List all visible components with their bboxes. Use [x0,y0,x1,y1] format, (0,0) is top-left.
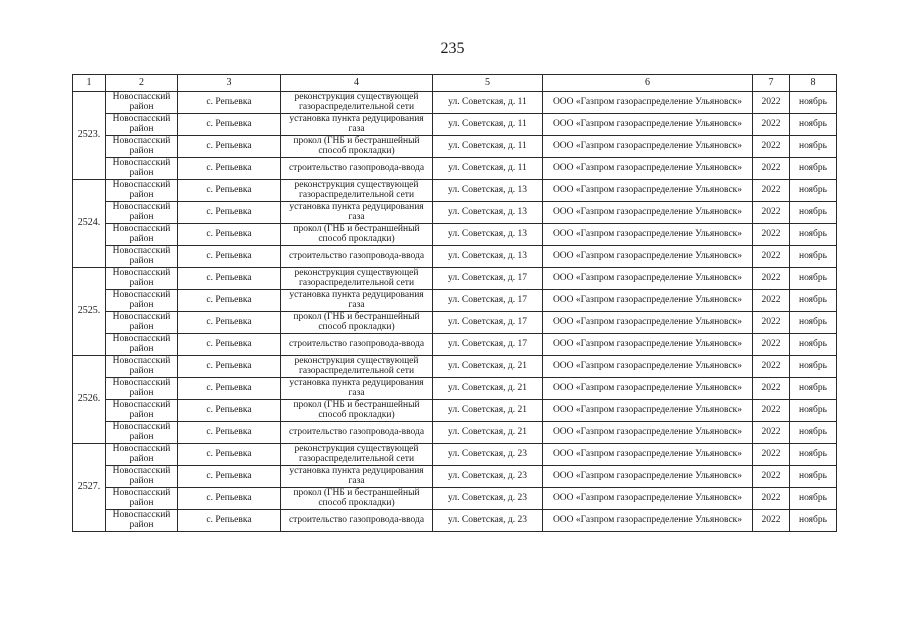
work-type-cell: строительство газопровода-ввода [281,158,433,180]
month-cell: ноябрь [790,510,837,532]
organization-cell: ООО «Газпром газораспределение Ульяновск» [543,136,753,158]
work-type-cell: прокол (ГНБ и бестраншейный способ прокладки) [281,400,433,422]
page-number: 235 [440,40,465,57]
table-row [73,158,837,180]
address-cell: ул. Советская, д. 23 [433,466,543,488]
year-cell: 2022 [753,312,790,334]
organization-cell: ООО «Газпром газораспределение Ульяновск» [543,92,753,114]
district-cell: Новоспасский район [106,114,178,136]
month-cell: ноябрь [790,290,837,312]
work-type-cell: прокол (ГНБ и бестраншейный способ прокладки) [281,136,433,158]
table-row [73,312,837,334]
locality-cell: с. Репьевка [178,180,281,202]
table-row [73,136,837,158]
address-cell: ул. Советская, д. 11 [433,92,543,114]
organization-cell: ООО «Газпром газораспределение Ульяновск» [543,334,753,356]
column-header-6: 6 [543,75,753,92]
table-row [73,488,837,510]
organization-cell: ООО «Газпром газораспределение Ульяновск» [543,180,753,202]
entry-number-cell: 2523. [73,92,106,180]
locality-cell: с. Репьевка [178,114,281,136]
entry-number-cell: 2526. [73,356,106,444]
district-cell: Новоспасский район [106,378,178,400]
entry-number-cell: 2525. [73,268,106,356]
organization-cell: ООО «Газпром газораспределение Ульяновск» [543,466,753,488]
work-type-cell: установка пункта редуцирования газа [281,378,433,400]
district-cell: Новоспасский район [106,246,178,268]
locality-cell: с. Репьевка [178,158,281,180]
work-type-cell: установка пункта редуцирования газа [281,466,433,488]
address-cell: ул. Советская, д. 17 [433,290,543,312]
work-type-cell: реконструкция существующей газораспределительной сети [281,92,433,114]
month-cell: ноябрь [790,400,837,422]
year-cell: 2022 [753,290,790,312]
month-cell: ноябрь [790,268,837,290]
year-cell: 2022 [753,202,790,224]
locality-cell: с. Репьевка [178,202,281,224]
table-row [73,444,837,466]
table-row [73,510,837,532]
district-cell: Новоспасский район [106,422,178,444]
table-body [73,92,837,532]
address-cell: ул. Советская, д. 21 [433,378,543,400]
table-row [73,400,837,422]
column-header-7: 7 [753,75,790,92]
organization-cell: ООО «Газпром газораспределение Ульяновск» [543,356,753,378]
table-row [73,114,837,136]
organization-cell: ООО «Газпром газораспределение Ульяновск» [543,158,753,180]
header-row [73,75,837,92]
year-cell: 2022 [753,378,790,400]
table-row [73,246,837,268]
organization-cell: ООО «Газпром газораспределение Ульяновск» [543,422,753,444]
year-cell: 2022 [753,92,790,114]
district-cell: Новоспасский район [106,466,178,488]
year-cell: 2022 [753,422,790,444]
table-row [73,268,837,290]
locality-cell: с. Репьевка [178,312,281,334]
month-cell: ноябрь [790,158,837,180]
month-cell: ноябрь [790,444,837,466]
year-cell: 2022 [753,356,790,378]
district-cell: Новоспасский район [106,268,178,290]
table-row [73,202,837,224]
address-cell: ул. Советская, д. 21 [433,356,543,378]
table-row [73,356,837,378]
month-cell: ноябрь [790,92,837,114]
column-header-3: 3 [178,75,281,92]
work-type-cell: строительство газопровода-ввода [281,422,433,444]
month-cell: ноябрь [790,224,837,246]
district-cell: Новоспасский район [106,202,178,224]
year-cell: 2022 [753,466,790,488]
work-type-cell: реконструкция существующей газораспределительной сети [281,180,433,202]
address-cell: ул. Советская, д. 23 [433,510,543,532]
address-cell: ул. Советская, д. 21 [433,400,543,422]
work-type-cell: строительство газопровода-ввода [281,510,433,532]
year-cell: 2022 [753,180,790,202]
table-row [73,334,837,356]
district-cell: Новоспасский район [106,290,178,312]
month-cell: ноябрь [790,356,837,378]
work-type-cell: реконструкция существующей газораспределительной сети [281,268,433,290]
work-type-cell: прокол (ГНБ и бестраншейный способ прокладки) [281,488,433,510]
address-cell: ул. Советская, д. 23 [433,488,543,510]
table-row [73,180,837,202]
year-cell: 2022 [753,224,790,246]
entry-number-cell: 2524. [73,180,106,268]
address-cell: ул. Советская, д. 13 [433,202,543,224]
work-type-cell: строительство газопровода-ввода [281,246,433,268]
district-cell: Новоспасский район [106,356,178,378]
table-row [73,466,837,488]
organization-cell: ООО «Газпром газораспределение Ульяновск» [543,510,753,532]
address-cell: ул. Советская, д. 13 [433,246,543,268]
address-cell: ул. Советская, д. 11 [433,136,543,158]
organization-cell: ООО «Газпром газораспределение Ульяновск» [543,378,753,400]
organization-cell: ООО «Газпром газораспределение Ульяновск» [543,444,753,466]
work-type-cell: прокол (ГНБ и бестраншейный способ прокладки) [281,224,433,246]
address-cell: ул. Советская, д. 11 [433,158,543,180]
district-cell: Новоспасский район [106,158,178,180]
organization-cell: ООО «Газпром газораспределение Ульяновск» [543,290,753,312]
month-cell: ноябрь [790,246,837,268]
locality-cell: с. Репьевка [178,268,281,290]
organization-cell: ООО «Газпром газораспределение Ульяновск» [543,224,753,246]
organization-cell: ООО «Газпром газораспределение Ульяновск» [543,114,753,136]
year-cell: 2022 [753,334,790,356]
work-type-cell: прокол (ГНБ и бестраншейный способ прокладки) [281,312,433,334]
work-type-cell: установка пункта редуцирования газа [281,114,433,136]
year-cell: 2022 [753,136,790,158]
table-row [73,422,837,444]
year-cell: 2022 [753,114,790,136]
district-cell: Новоспасский район [106,312,178,334]
district-cell: Новоспасский район [106,334,178,356]
column-header-4: 4 [281,75,433,92]
year-cell: 2022 [753,158,790,180]
month-cell: ноябрь [790,422,837,444]
district-cell: Новоспасский район [106,224,178,246]
work-type-cell: реконструкция существующей газораспределительной сети [281,356,433,378]
district-cell: Новоспасский район [106,136,178,158]
year-cell: 2022 [753,400,790,422]
district-cell: Новоспасский район [106,92,178,114]
registry-table [72,74,837,532]
month-cell: ноябрь [790,136,837,158]
year-cell: 2022 [753,510,790,532]
address-cell: ул. Советская, д. 23 [433,444,543,466]
locality-cell: с. Репьевка [178,444,281,466]
address-cell: ул. Советская, д. 13 [433,224,543,246]
table-row [73,290,837,312]
locality-cell: с. Репьевка [178,510,281,532]
work-type-cell: установка пункта редуцирования газа [281,290,433,312]
organization-cell: ООО «Газпром газораспределение Ульяновск» [543,268,753,290]
district-cell: Новоспасский район [106,444,178,466]
year-cell: 2022 [753,268,790,290]
work-type-cell: строительство газопровода-ввода [281,334,433,356]
month-cell: ноябрь [790,466,837,488]
month-cell: ноябрь [790,312,837,334]
organization-cell: ООО «Газпром газораспределение Ульяновск» [543,488,753,510]
locality-cell: с. Репьевка [178,400,281,422]
column-header-1: 1 [73,75,106,92]
year-cell: 2022 [753,246,790,268]
year-cell: 2022 [753,444,790,466]
organization-cell: ООО «Газпром газораспределение Ульяновск» [543,400,753,422]
month-cell: ноябрь [790,202,837,224]
organization-cell: ООО «Газпром газораспределение Ульяновск» [543,246,753,268]
table-row [73,378,837,400]
month-cell: ноябрь [790,114,837,136]
locality-cell: с. Репьевка [178,136,281,158]
address-cell: ул. Советская, д. 21 [433,422,543,444]
locality-cell: с. Репьевка [178,378,281,400]
month-cell: ноябрь [790,334,837,356]
locality-cell: с. Репьевка [178,466,281,488]
locality-cell: с. Репьевка [178,246,281,268]
locality-cell: с. Репьевка [178,334,281,356]
table-row [73,224,837,246]
locality-cell: с. Репьевка [178,422,281,444]
address-cell: ул. Советская, д. 17 [433,334,543,356]
address-cell: ул. Советская, д. 11 [433,114,543,136]
locality-cell: с. Репьевка [178,356,281,378]
address-cell: ул. Советская, д. 17 [433,312,543,334]
district-cell: Новоспасский район [106,180,178,202]
column-header-8: 8 [790,75,837,92]
column-header-5: 5 [433,75,543,92]
work-type-cell: реконструкция существующей газораспределительной сети [281,444,433,466]
column-header-2: 2 [106,75,178,92]
organization-cell: ООО «Газпром газораспределение Ульяновск» [543,202,753,224]
address-cell: ул. Советская, д. 13 [433,180,543,202]
address-cell: ул. Советская, д. 17 [433,268,543,290]
district-cell: Новоспасский район [106,400,178,422]
district-cell: Новоспасский район [106,510,178,532]
entry-number-cell: 2527. [73,444,106,532]
locality-cell: с. Репьевка [178,92,281,114]
month-cell: ноябрь [790,378,837,400]
month-cell: ноябрь [790,180,837,202]
organization-cell: ООО «Газпром газораспределение Ульяновск» [543,312,753,334]
locality-cell: с. Репьевка [178,224,281,246]
table-header [73,75,837,92]
table-row [73,92,837,114]
work-type-cell: установка пункта редуцирования газа [281,202,433,224]
year-cell: 2022 [753,488,790,510]
district-cell: Новоспасский район [106,488,178,510]
month-cell: ноябрь [790,488,837,510]
locality-cell: с. Репьевка [178,290,281,312]
locality-cell: с. Репьевка [178,488,281,510]
